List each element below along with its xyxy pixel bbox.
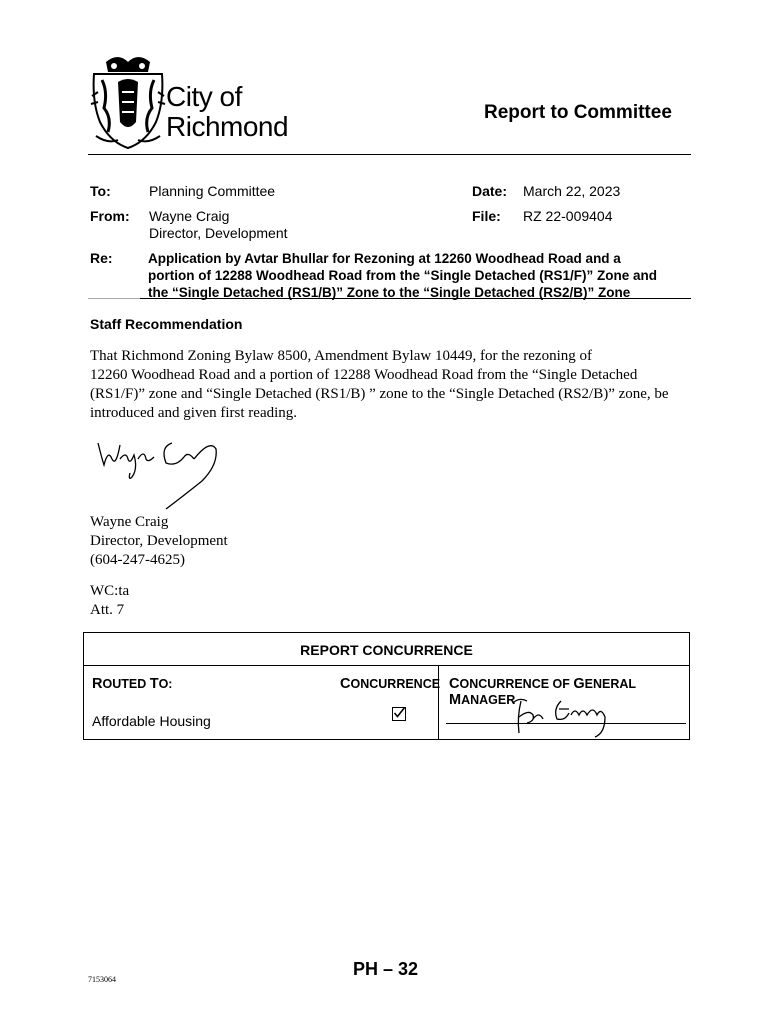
routed-initial-r: R [92, 676, 103, 692]
signatory-title: Director, Development [90, 533, 228, 549]
signature-wayne-craig [92, 425, 232, 515]
city-name-line1: City of [166, 81, 242, 112]
date-value: March 22, 2023 [523, 183, 621, 199]
recommendation-line: 12260 Woodhead Road and a portion of 12288 Woodhead Road from the “Single Detached [90, 367, 638, 383]
gm-rest3: ANAGER [461, 693, 516, 707]
from-name: Wayne Craig [149, 208, 230, 224]
recommendation-line: introduced and given first reading. [90, 405, 298, 421]
concurrence-checkbox[interactable] [392, 707, 406, 721]
signatory-block [90, 513, 228, 570]
city-crest-logo [88, 52, 170, 152]
gm-rest1: ONCURRENCE OF [459, 677, 574, 691]
conc-initial: C [340, 676, 351, 692]
re-subject [148, 250, 688, 301]
gm-initial-c: C [449, 676, 460, 692]
file-label: File: [472, 208, 501, 224]
report-title: Report to Committee [484, 102, 672, 123]
routed-initial-t: T [149, 676, 159, 692]
initials-block [90, 582, 129, 620]
re-line: portion of 12288 Woodhead Road from the “Single Detached (RS1/F)” Zone and [148, 268, 658, 283]
document-id: 7153064 [88, 975, 116, 984]
attachments: Att. 7 [90, 602, 125, 618]
concurrence-table-title: REPORT CONCURRENCE [84, 633, 689, 666]
routed-rest: OUTED [102, 677, 150, 691]
column-header-routed-to [92, 676, 172, 692]
recommendation-line: (RS1/F)” zone and “Single Detached (RS1/B) ” zone to the “Single Detached (RS2/B)” zone, be [90, 386, 669, 402]
signatory-phone: (604-247-4625) [90, 552, 185, 568]
header-divider [88, 154, 691, 155]
page-number: PH – 32 [353, 959, 419, 979]
signature-general-manager [509, 693, 629, 739]
from-label: From: [90, 208, 130, 224]
signatory-name: Wayne Craig [90, 514, 169, 530]
concurrence-table [83, 632, 690, 740]
checkmark-icon [393, 707, 405, 719]
re-line: Application by Avtar Bhullar for Rezoning at 12260 Woodhead Road and a [148, 251, 621, 266]
re-divider-left [88, 298, 140, 299]
to-label: To: [90, 183, 111, 199]
conc-rest: ONCURRENCE [350, 677, 441, 691]
gm-initial-m: M [449, 692, 462, 708]
recommendation-line: That Richmond Zoning Bylaw 8500, Amendment Bylaw 10449, for the rezoning of [90, 348, 593, 364]
from-title: Director, Development [149, 225, 288, 241]
city-name-line2: Richmond [166, 111, 289, 142]
routed-row-label: Affordable Housing [92, 713, 211, 729]
column-header-concurrence [340, 676, 440, 692]
gm-initial-g: G [573, 676, 585, 692]
recommendation-paragraph [90, 347, 680, 423]
recommendation-heading: Staff Recommendation [90, 316, 243, 332]
re-divider [140, 298, 691, 299]
routed-end: O: [158, 677, 173, 691]
gm-rest2: ENERAL [584, 677, 636, 691]
to-value: Planning Committee [149, 183, 276, 199]
re-line: the “Single Detached (RS1/B)” Zone to the “Single Detached (RS2/B)” Zone [148, 285, 631, 300]
initials: WC:ta [90, 583, 130, 599]
re-label: Re: [90, 250, 113, 266]
date-label: Date: [472, 183, 508, 199]
file-value: RZ 22-009404 [523, 208, 613, 224]
city-name [166, 82, 288, 142]
